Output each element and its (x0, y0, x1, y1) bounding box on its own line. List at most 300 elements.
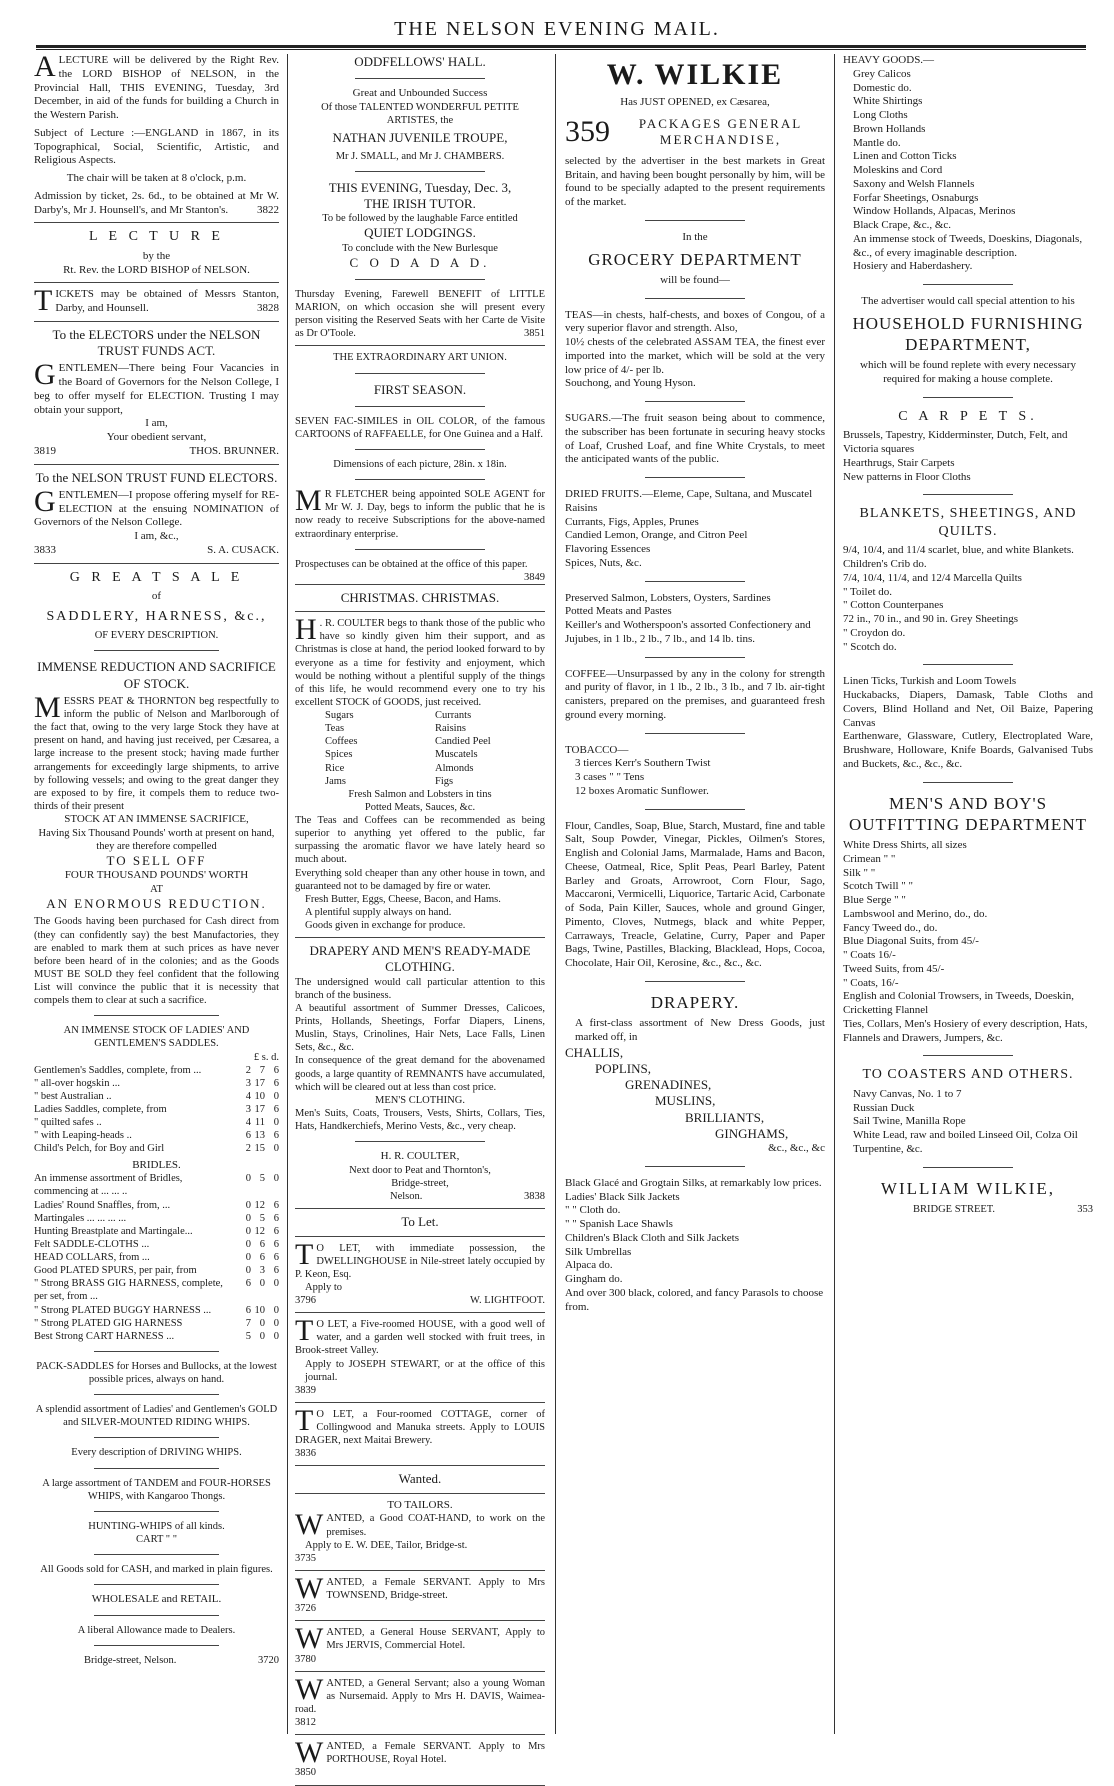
coasters-list (843, 1088, 1093, 1157)
ad-body: O LET, with immediate possession, the DWELLINGHOUSE in Nile-street lately occupied by P. Keon, Esq. (295, 1242, 545, 1280)
list-item: 3 tierces Kerr's Southern Twist (575, 757, 711, 770)
ad-body: ANTED, a Female SERVANT. Apply to Mrs TOWNSEND, Bridge-street. (326, 1576, 545, 1601)
advertiser-name: W. WILKIE (606, 58, 784, 91)
price-shillings: 0 (259, 1278, 265, 1290)
list-item: Jams (325, 775, 346, 787)
ad-line: HUNTING-WHIPS of all kinds. (88, 1520, 225, 1532)
ad-line: The advertiser would call special attention to his (861, 295, 1075, 307)
price-pence: 6 (273, 1238, 279, 1250)
price-pounds: 4 (245, 1090, 251, 1102)
divider (355, 1141, 485, 1142)
list-item: Hearthrugs, Stair Carpets (843, 456, 955, 469)
item-name: Hunting Breastplate and Martingale... (34, 1225, 193, 1237)
price-shillings: 0 (259, 1330, 265, 1342)
item-name: " Strong PLATED GIG HARNESS (34, 1317, 183, 1329)
ad-body: O LET, a Five-roomed HOUSE, with a good well of water, and a garden well stocked with fruit trees, in Brook-street Valley. (295, 1319, 545, 1357)
classified-ad (295, 1314, 545, 1397)
price-shillings: 12 (254, 1225, 265, 1237)
heavy-goods-list (843, 68, 1093, 274)
item-name: " Strong PLATED BUGGY HARNESS ... (34, 1304, 212, 1316)
ad-body: Flour, Candles, Soap, Blue, Starch, Mustard, fine and table Salt, Soup Powder, Vinegar, Pickles, Oilmen's Stores, English and Colonial Jams, Marmalade, Hams and Bacon, Cheese, Oatmeal, Rice, Split Peas, Pearl Barley, Patent Barley and Groats, Arrowroot, Corn Flour, Sago, Maccaroni, Vermicelli, Liquorice, Tartaric Acid, Carbonate of Soda, Pain Killer, Sauces, whole and ground Ginger, Pimento, Cloves, Nutmegs, black and white Pepper, Carraways, Treacle, Gelatine, Curry, Paper and Paper Bags, Twine, Pastilles, Blacking, Blacklead, Hops, Cocoa, Chocolate, Hair Oil, Kerosine, &c., &c., &c. (565, 819, 825, 969)
ad-number: 3849 (524, 571, 545, 583)
list-item: Muscatels (435, 749, 478, 761)
price-pounds: 0 (245, 1212, 251, 1224)
ad-line: All Goods sold for CASH, and marked in plain figures. (40, 1564, 273, 1575)
price-pounds: 0 (245, 1173, 251, 1185)
ad-line: A splendid assortment of Ladies' and Gentlemen's GOLD and SILVER-MOUNTED RIDING WHIPS. (35, 1404, 278, 1429)
ad-heading: TOBACCO— (565, 743, 629, 756)
ad-title: G R E A T S A L E (69, 569, 244, 585)
preserved-list (565, 592, 825, 647)
ad-heading: THIS EVENING, Tuesday, Dec. 3, (328, 179, 512, 195)
ad-line: I am, &c., (134, 530, 179, 542)
drop-cap: G (34, 358, 56, 392)
column-rule (834, 54, 835, 1734)
list-item: White Lead, raw and boiled Linseed Oil, Colza Oil (853, 1129, 1078, 1141)
price-row (34, 1330, 279, 1343)
ad-number: 3828 (257, 302, 279, 314)
ad-signature: W. LIGHTFOOT. (470, 1295, 545, 1306)
price-pence: 0 (273, 1090, 279, 1102)
price-pounds: 0 (245, 1238, 251, 1250)
packages-line (565, 113, 825, 151)
list-item: And over 300 black, colored, and fancy Parasols to choose from. (565, 1286, 824, 1313)
divider (34, 321, 279, 322)
ad-body: O LET, a Four-roomed COTTAGE, corner of Collingwood and Manuka streets. Apply to LOUIS DRAGER, next Maitai Brewery. (295, 1408, 545, 1447)
carpets-list (843, 429, 1093, 484)
department-heading: GROCERY DEPARTMENT (588, 249, 802, 269)
lecture-ad (34, 50, 279, 217)
list-item: Long Cloths (853, 109, 908, 121)
ad-subtitle: SADDLERY, HARNESS, &c., (46, 608, 267, 624)
list-item: Silk Umbrellas (565, 1245, 632, 1258)
divider (94, 1645, 219, 1646)
price-pounds: 0 (245, 1225, 251, 1237)
drapery-clothing-ad (295, 943, 545, 1203)
list-item: Figs (435, 775, 454, 787)
price-pounds: 6 (245, 1304, 251, 1316)
item-name: Felt SADDLE-CLOTHS ... (34, 1238, 150, 1250)
list-item: Moleskins and Cord (853, 164, 943, 176)
column-rule (287, 54, 288, 1734)
divider (295, 1671, 545, 1672)
ad-line: In the (682, 230, 708, 243)
ad-body: ANTED, a Good COAT-HAND, to work on the premises. (326, 1513, 545, 1538)
ad-line: FOUR THOUSAND POUNDS' WORTH (64, 869, 249, 882)
ad-heading: QUIET LODGINGS. (364, 225, 476, 241)
drop-cap: T (295, 1403, 314, 1437)
department-heading: MEN'S AND BOY'S OUTFITTING DEPARTMENT (849, 793, 1087, 834)
ad-footer (295, 1447, 545, 1460)
price-pence: 6 (273, 1064, 279, 1076)
price-shillings: 5 (259, 1173, 265, 1185)
price-pence: 6 (273, 1077, 279, 1089)
list-item: " Coats, 16/- (843, 976, 899, 989)
column-1 (34, 50, 279, 1734)
divider (923, 284, 1013, 285)
ad-title: To the NELSON TRUST FUND ELECTORS. (35, 469, 278, 485)
price-shillings: 12 (254, 1199, 265, 1211)
price-row (34, 1317, 279, 1330)
price-pence: 0 (273, 1278, 279, 1290)
price-pounds: 0 (245, 1252, 251, 1263)
ad-number: 3833 (34, 543, 56, 556)
trust-ad (34, 470, 279, 558)
divider (295, 937, 545, 938)
price-pence: 6 (273, 1130, 279, 1142)
price-header: £ s. d. (253, 1051, 279, 1063)
ad-number: 3812 (295, 1717, 316, 1728)
ad-line: Your obedient servant, (106, 431, 207, 443)
divider (645, 981, 745, 982)
price-pounds: 5 (245, 1330, 251, 1342)
column-3 (565, 54, 825, 1734)
ad-line: Fresh Salmon and Lobsters in tins (348, 788, 492, 800)
list-item: Children's Crib do. (843, 558, 927, 570)
item-name: Best Strong CART HARNESS ... (34, 1330, 175, 1342)
price-shillings: 15 (254, 1143, 265, 1155)
divider (34, 563, 279, 564)
ad-number: 3819 (34, 444, 56, 457)
ad-line: STOCK AT AN IMMENSE SACRIFICE, (64, 813, 249, 825)
list-item: Children's Black Cloth and Silk Jackets (565, 1231, 739, 1244)
ad-footer (295, 1294, 545, 1307)
price-pounds: 2 (245, 1064, 251, 1076)
ad-number: 3720 (258, 1655, 279, 1666)
price-shillings: 11 (254, 1117, 265, 1129)
price-pence: 0 (273, 1143, 279, 1155)
drop-cap: M (34, 690, 61, 724)
item-name: Ladies Saddles, complete, from (34, 1104, 167, 1115)
ad-heading: THE IRISH TUTOR. (364, 195, 476, 211)
price-pounds: 0 (245, 1265, 251, 1277)
divider (295, 584, 545, 585)
divider (34, 222, 279, 223)
list-item: " Scotch do. (843, 640, 897, 653)
divider (923, 494, 1013, 495)
ad-body: Thursday Evening, Farewell BENEFIT of LITTLE MARION, on which occasion she will present every person visiting the Reserved Seats with her Carte de Visite as Dr O'Toole. 3851 (295, 288, 545, 340)
list-item: Mantle do. (853, 136, 901, 149)
divider (355, 78, 485, 79)
ad-heading: NATHAN JUVENILE TROUPE, (332, 130, 508, 146)
christmas-ad (295, 590, 545, 932)
ad-title: CHRISTMAS. CHRISTMAS. (340, 589, 500, 605)
department-heading: DRAPERY. (650, 992, 740, 1012)
divider (355, 406, 485, 407)
ad-number: 3735 (295, 1552, 316, 1564)
ad-line: Rt. Rev. the LORD BISHOP of NELSON. (63, 263, 250, 276)
price-pence: 0 (273, 1317, 279, 1329)
item-name: " all-over hogskin ... (34, 1077, 120, 1089)
divider (94, 1584, 219, 1585)
ad-heading: TO SELL OFF (106, 853, 207, 868)
divider (645, 1166, 745, 1167)
fabric-item: BRILLIANTS, (685, 1109, 765, 1125)
list-item: Hosiery and Haberdashery. (853, 260, 973, 273)
list-item: Spices (325, 749, 353, 761)
ad-number: 3850 (295, 1767, 316, 1779)
ad-footer (295, 1653, 545, 1666)
list-item: Candied Peel (435, 736, 491, 748)
ad-title: ODDFELLOWS' HALL. (354, 54, 486, 69)
price-pence: 0 (273, 1173, 279, 1185)
ad-footer (295, 1716, 545, 1729)
oddfellows-ad (295, 54, 545, 340)
wanted-list (295, 1508, 545, 1785)
list-item: Forfar Sheetings, Osnaburgs (853, 191, 979, 204)
column-4 (843, 54, 1093, 1734)
bridle-price-list (34, 1172, 279, 1343)
price-pence: 0 (273, 1117, 279, 1129)
fabric-item: MUSLINS, (655, 1093, 716, 1109)
divider (94, 1468, 219, 1469)
price-row (34, 1238, 279, 1251)
price-pounds: 6 (245, 1130, 251, 1142)
ad-line: I am, (145, 417, 168, 430)
divider (645, 581, 745, 582)
list-item: Spices, Nuts, &c. (565, 556, 642, 569)
ad-number: 3796 (295, 1295, 316, 1306)
list-item: Blue Diagonal Suits, from 45/- (843, 935, 979, 948)
price-pence: 6 (273, 1104, 279, 1115)
price-row (34, 1129, 279, 1142)
to-let-list (295, 1237, 545, 1467)
drop-cap: A (34, 50, 56, 83)
price-row (34, 1064, 279, 1077)
price-shillings: 17 (254, 1104, 265, 1115)
divider (94, 1437, 219, 1438)
ad-number: 353 (1077, 1203, 1093, 1215)
divider (645, 477, 745, 478)
price-row (34, 1199, 279, 1212)
divider (295, 1465, 545, 1466)
list-item: Candied Lemon, Orange, and Citron Peel (565, 529, 748, 542)
divider (94, 1015, 219, 1016)
divider (94, 1615, 219, 1616)
ad-body: The Goods having been purchased for Cash direct from (they can confidently say) the best Manufactories, they are enabled to mark them at such prices as have never before been heard of in the colonies; and as the Goods MUST BE SOLD they feel confident that the following List will convince the public that it is necessity that compels them to clear at such a sacrifice. (34, 916, 279, 1007)
list-item: Rice (325, 762, 345, 774)
price-shillings: 17 (254, 1077, 265, 1089)
section-heading: TO COASTERS AND OTHERS. (862, 1067, 1074, 1083)
blankets-list (843, 544, 1093, 654)
ad-line: Nelson. (390, 1191, 423, 1203)
drop-cap: M (295, 484, 322, 518)
item-name: Gentlemen's Saddles, complete, from ... (34, 1064, 202, 1076)
ad-body: A first-class assortment of New Dress Goods, just marked off, in (575, 1017, 825, 1043)
list-item: " Coats 16/- (843, 949, 896, 961)
divider (94, 1554, 219, 1555)
divider (645, 809, 745, 810)
ad-line: OF EVERY DESCRIPTION. (94, 630, 219, 642)
divider (295, 1402, 545, 1403)
list-item: Lambswool and Merino, do., do. (843, 907, 988, 920)
price-shillings: 10 (254, 1090, 265, 1102)
price-pounds: 0 (245, 1199, 251, 1211)
list-item: New patterns in Floor Cloths (843, 470, 971, 483)
list-item: White Shirtings (853, 95, 923, 108)
price-pence: 6 (273, 1225, 279, 1237)
ad-line: Next door to Peat and Thornton's, (349, 1164, 491, 1176)
ad-number: 3839 (295, 1384, 316, 1396)
list-item: Scotch Twill " " (843, 880, 914, 893)
divider (923, 1167, 1013, 1168)
drop-cap: G (34, 484, 56, 518)
classified-ad (295, 1508, 545, 1565)
ad-body: SEVEN FAC-SIMILES in OIL COLOR, of the famous CARTOONS of RAFFAELLE, for One Guinea and a Half. (295, 415, 545, 440)
art-union-ad (295, 351, 545, 583)
ad-line: To be followed by the laughable Farce entitled (322, 213, 518, 225)
list-item: Currants, Figs, Apples, Prunes (565, 515, 699, 528)
price-pounds: 3 (245, 1104, 251, 1115)
ad-heading: MEN'S CLOTHING. (375, 1094, 465, 1106)
ad-body: SUGARS.—The fruit season being about to commence, the subscriber has been fortunate in securing heavy stocks of Loaf, Crushed Loaf, and fine White Crystals, to meet the anticipated wants of the public. (565, 412, 825, 466)
list-item: Gingham do. (565, 1273, 623, 1285)
divider (295, 1570, 545, 1571)
classified-ad (295, 1571, 545, 1615)
ad-line: Goods given in exchange for produce. (305, 920, 466, 931)
classified-ad (295, 1403, 545, 1461)
ad-footer (295, 1384, 545, 1397)
ad-title: DRAPERY AND MEN'S READY-MADE CLOTHING. (309, 943, 531, 975)
drop-cap: W (295, 1571, 324, 1605)
ad-line: A liberal Allowance made to Dealers. (77, 1624, 236, 1636)
price-row (34, 1090, 279, 1103)
list-item: Preserved Salmon, Lobsters, Oysters, Sardines (565, 591, 771, 604)
tobacco-list (565, 757, 825, 798)
ad-subject: Subject of Lecture :—ENGLAND in 1867, in its Topographical, Social, Scientific, Artistic, and Religious Aspects. (34, 126, 279, 167)
list-item: Blue Serge " " (843, 894, 906, 906)
ad-line: which will be found replete with every necessary required for making a house complete. (860, 359, 1076, 385)
divider (645, 657, 745, 658)
item-name: An immense assortment of Bridles, commencing at ... ... .. (34, 1173, 183, 1198)
divider (355, 373, 485, 374)
ad-heading: FIRST SEASON. (373, 381, 467, 397)
ad-heading: AN ENORMOUS REDUCTION. (46, 896, 267, 912)
list-item: TEAS—in chests, half-chests, and boxes of Congou, of a very superior flavor and strength. Also, (565, 308, 825, 335)
ad-body: ANTED, a General Servant; also a young Woman as Nursemaid. Apply to Mrs H. DAVIS, Waimea-road. (295, 1677, 545, 1715)
price-pounds: 3 (245, 1077, 251, 1089)
divider (645, 220, 745, 221)
list-item: Alpaca do. (565, 1259, 613, 1272)
ad-heading: BRIDLES. (132, 1158, 181, 1171)
list-item: " Cotton Counterpanes (843, 599, 944, 612)
section-heading-to-let: To Let. (401, 1214, 439, 1230)
list-item: Domestic do. (853, 81, 912, 94)
ad-body: ENTLEMEN—There being Four Vacancies in the Board of Governors for the Nelson College, I beg to offer myself for ELECTION. Trusting I may obtain your support, (34, 362, 279, 416)
list-item: " Croydon do. (843, 626, 906, 639)
ad-heading: AN IMMENSE STOCK OF LADIES' AND GENTLEMEN'S SADDLES. (63, 1025, 250, 1050)
ad-apply: Apply to (305, 1281, 343, 1293)
price-shillings: 3 (259, 1265, 265, 1277)
item-name: Good PLATED SPURS, per pair, from (34, 1265, 197, 1277)
ad-line: of (151, 590, 162, 602)
teas-list (565, 309, 825, 392)
divider (94, 1351, 219, 1352)
ad-line: Has JUST OPENED, ex Cæsarea, (620, 95, 770, 108)
ad-title: To the ELECTORS under the NELSON TRUST FUNDS ACT. (52, 326, 261, 358)
ad-body: LECTURE will be delivered by the Right Rev. the LORD BISHOP of NELSON, in the Provincial Hall, THIS EVENING, Tuesday, 3rd December, in aid of the funds for building a Church in the Western Parish. (34, 54, 279, 121)
price-pence: 6 (273, 1199, 279, 1211)
ad-body: ANTED, a Female SERVANT. Apply to Mrs PORTHOUSE, Royal Hotel. (326, 1741, 545, 1766)
goods-list (295, 709, 545, 788)
ad-chair: The chair will be taken at 8 o'clock, p.m. (66, 172, 247, 184)
silks-list (565, 1177, 825, 1315)
fabric-item: GRENADINES, (625, 1077, 712, 1092)
ad-body: ICKETS may be obtained of Messrs Stanton, Darby, and Hounsell. (55, 288, 279, 314)
price-shillings: 6 (259, 1252, 265, 1263)
price-row (34, 1103, 279, 1116)
price-shillings: 7 (259, 1064, 265, 1076)
divider (295, 1620, 545, 1621)
column-2 (295, 54, 545, 1779)
list-item: Brussels, Tapestry, Kidderminster, Dutch, Felt, and Victoria squares (843, 429, 1068, 455)
item-name: Martingales ... ... ... ... (34, 1212, 127, 1224)
masthead-rule (36, 45, 1086, 50)
item-name: " quilted safes .. (34, 1117, 102, 1129)
ad-address: BRIDGE STREET. (913, 1203, 996, 1215)
section-heading-wanted: Wanted. (398, 1471, 442, 1487)
divider (34, 282, 279, 283)
divider (923, 664, 1013, 665)
ad-number: 3780 (295, 1653, 316, 1665)
price-row (34, 1116, 279, 1129)
list-item: Brown Hollands (853, 122, 926, 135)
dried-fruits-list (565, 488, 825, 571)
ad-line: by the (142, 249, 171, 262)
ad-line: PACK-SADDLES for Horses and Bullocks, at the lowest possible prices, always on hand. (36, 1360, 277, 1385)
divider (923, 397, 1013, 398)
ad-line: A plentiful supply always on hand. (305, 906, 452, 918)
divider (355, 549, 485, 550)
list-item: Linen and Cotton Ticks (853, 150, 957, 163)
price-pence: 6 (273, 1212, 279, 1224)
list-item: " " Spanish Lace Shawls (565, 1218, 673, 1230)
ad-footer (295, 1602, 545, 1615)
linen-list (843, 675, 1093, 771)
ad-line: CART " " (135, 1533, 177, 1545)
ad-footer (295, 1766, 545, 1779)
list-item: Crimean " " (843, 852, 896, 865)
ad-line: will be found— (660, 273, 730, 286)
list-item: 3 cases " " Tens (575, 771, 645, 783)
ad-body: In consequence of the great demand for the abovenamed goods, a large quantity of REMNANTS have accumulated, which will be cleared out at less than cost price. (295, 1055, 545, 1093)
list-item: 9/4, 10/4, and 11/4 scarlet, blue, and white Blankets. (843, 544, 1074, 557)
list-item: Saxony and Welsh Flannels (853, 177, 975, 190)
ad-line: Dimensions of each picture, 28in. x 18in. (333, 459, 507, 470)
price-row (34, 1277, 279, 1303)
divider (295, 345, 545, 346)
section-heading: BLANKETS, SHEETINGS, AND QUILTS. (859, 506, 1077, 539)
divider (355, 449, 485, 450)
price-row (34, 1251, 279, 1264)
price-pence: 0 (273, 1330, 279, 1342)
ad-signature: THOS. BRUNNER. (189, 444, 279, 457)
ad-footer (295, 1552, 545, 1565)
divider (295, 1493, 545, 1494)
divider (34, 464, 279, 465)
ad-line: A large assortment of TANDEM and FOUR-HORSES WHIPS, with Kangaroo Thongs. (42, 1477, 271, 1502)
package-count: 359 (565, 115, 610, 149)
item-name: " Strong BRASS GIG HARNESS, complete, per set, from ... (34, 1278, 223, 1303)
divider (355, 171, 485, 172)
list-item: " Toilet do. (843, 585, 893, 598)
ad-line: Great and Unbounded Success (352, 87, 488, 100)
list-item: Sugars (325, 710, 354, 721)
list-item: Coffees (325, 736, 358, 748)
item-name: Child's Pelch, for Boy and Girl (34, 1143, 165, 1155)
divider (295, 1734, 545, 1735)
list-item: Earthenware, Glassware, Cutlery, Electroplated Ware, Brushware, Holloware, Knife Boards, Galvanised Tubs and Buckets, &c., &c., &c. (843, 730, 1093, 770)
